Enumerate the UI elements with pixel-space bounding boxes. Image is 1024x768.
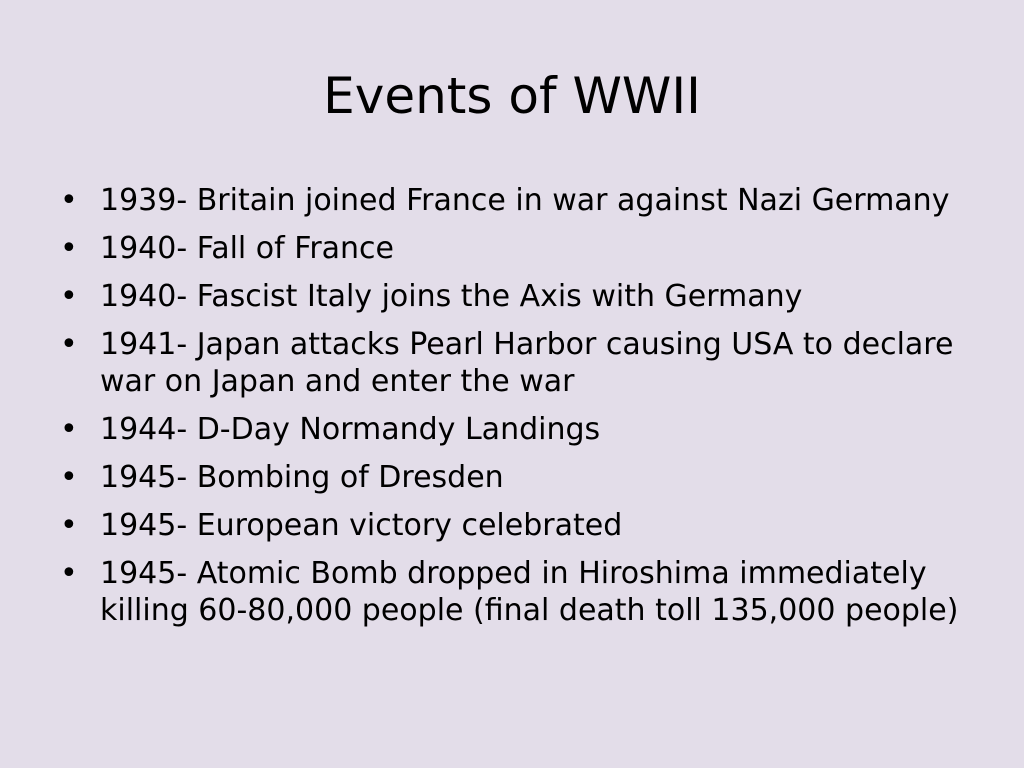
slide-title: Events of WWII xyxy=(323,67,701,125)
list-item-text: 1940- Fascist Italy joins the Axis with Germany xyxy=(100,279,803,314)
list-item xyxy=(60,278,960,315)
list-item-text: 1945- Bombing of Dresden xyxy=(100,460,504,495)
list-item xyxy=(60,555,960,629)
list-item-text: 1945- Atomic Bomb dropped in Hiroshima immediately killing 60-80,000 people (final death toll 135,000 people) xyxy=(100,556,959,628)
bullet-icon: • xyxy=(60,460,78,495)
bullet-icon: • xyxy=(60,412,78,447)
list-item-text: 1940- Fall of France xyxy=(100,231,395,266)
bullet-icon: • xyxy=(60,327,78,362)
list-item xyxy=(60,507,960,544)
bullet-icon: • xyxy=(60,556,78,591)
list-item xyxy=(60,326,960,400)
list-item xyxy=(60,230,960,267)
bullet-icon: • xyxy=(60,508,78,543)
list-item-text: 1941- Japan attacks Pearl Harbor causing USA to declare war on Japan and enter the war xyxy=(100,327,954,399)
list-item-text: 1945- European victory celebrated xyxy=(100,508,623,543)
list-item-text: 1939- Britain joined France in war against Nazi Germany xyxy=(100,183,950,218)
bullet-icon: • xyxy=(60,183,78,218)
bullet-list xyxy=(60,182,960,640)
bullet-icon: • xyxy=(60,231,78,266)
list-item-text: 1944- D-Day Normandy Landings xyxy=(100,412,601,447)
list-item xyxy=(60,411,960,448)
list-item xyxy=(60,459,960,496)
list-item xyxy=(60,182,960,219)
bullet-icon: • xyxy=(60,279,78,314)
